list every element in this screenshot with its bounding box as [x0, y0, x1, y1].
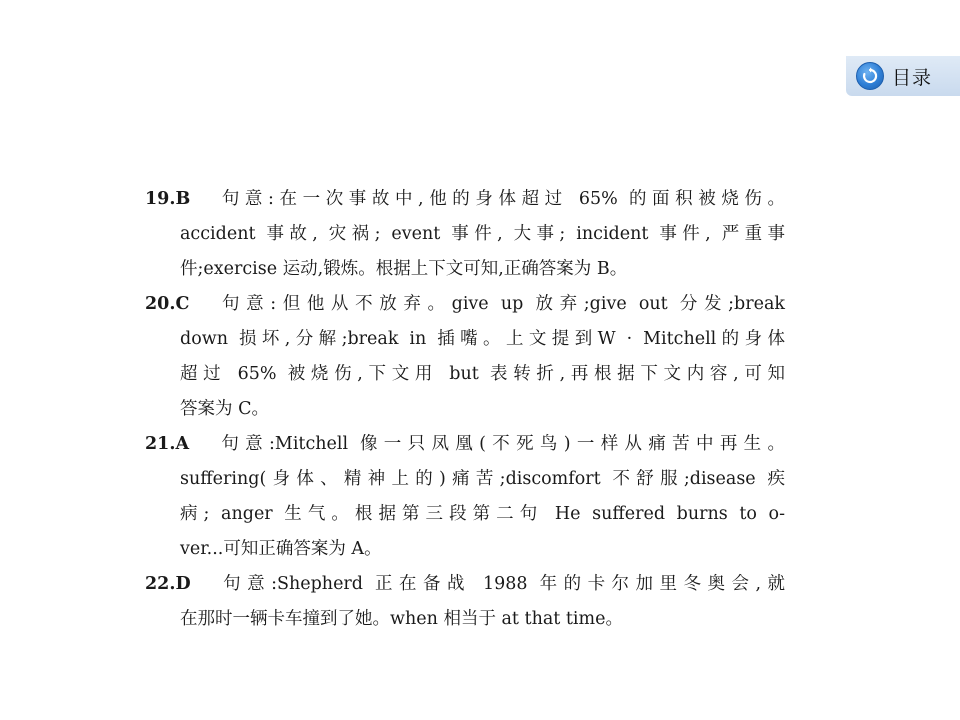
toc-button[interactable] [846, 56, 960, 96]
explanation-line: 句意:在一次事故中,他的身体超过 65% 的面积被烧伤。 [216, 189, 785, 209]
explanation-line: ver...可知正确答案为 A。 [180, 539, 382, 559]
question-number: 20. [145, 294, 176, 314]
answer-item-20 [145, 287, 785, 427]
explanation-line: 句意:但他从不放弃。give up 放弃;give out 分发;break [215, 294, 785, 314]
answer-letter: A [175, 434, 190, 454]
explanation-line: suffering(身体、精神上的)痛苦;discomfort 不舒服;disease 疾 [180, 469, 785, 489]
answer-item-19 [145, 182, 785, 287]
explanation-line: 答案为 C。 [180, 399, 269, 419]
explanation-line: 超过 65% 被烧伤,下文用 but 表转折,再根据下文内容,可知 [180, 364, 785, 384]
question-number: 22. [145, 574, 176, 594]
explanation-line: 病; anger 生气。根据第三段第二句 He suffered burns to o- [180, 504, 785, 524]
explanation-line: 句意:Mitchell 像一只凤凰(不死鸟)一样从痛苦中再生。 [215, 434, 785, 454]
explanation-line: 件;exercise 运动,锻炼。根据上下文可知,正确答案为 B。 [180, 259, 628, 279]
answer-item-21 [145, 427, 785, 567]
question-number: 19. [145, 189, 176, 209]
explanation-line: 在那时一辆卡车撞到了她。when 相当于 at that time。 [180, 609, 623, 629]
answer-letter: B [175, 189, 191, 209]
answer-item-22 [145, 567, 785, 637]
answer-letter: C [175, 294, 190, 314]
refresh-arrow-icon [856, 62, 884, 90]
explanation-line: accident 事故, 灾祸; event 事件, 大事; incident 事件, 严重事 [180, 224, 785, 244]
toc-label: 目录 [892, 66, 933, 89]
answer-explanations [145, 182, 785, 637]
explanation-line: 句意:Shepherd 正在备战 1988 年的卡尔加里冬奥会,就 [216, 574, 785, 594]
explanation-line: down 损坏,分解;break in 插嘴。上文提到W · Mitchell的身体 [180, 329, 785, 349]
answer-letter: D [175, 574, 191, 594]
question-number: 21. [145, 434, 176, 454]
